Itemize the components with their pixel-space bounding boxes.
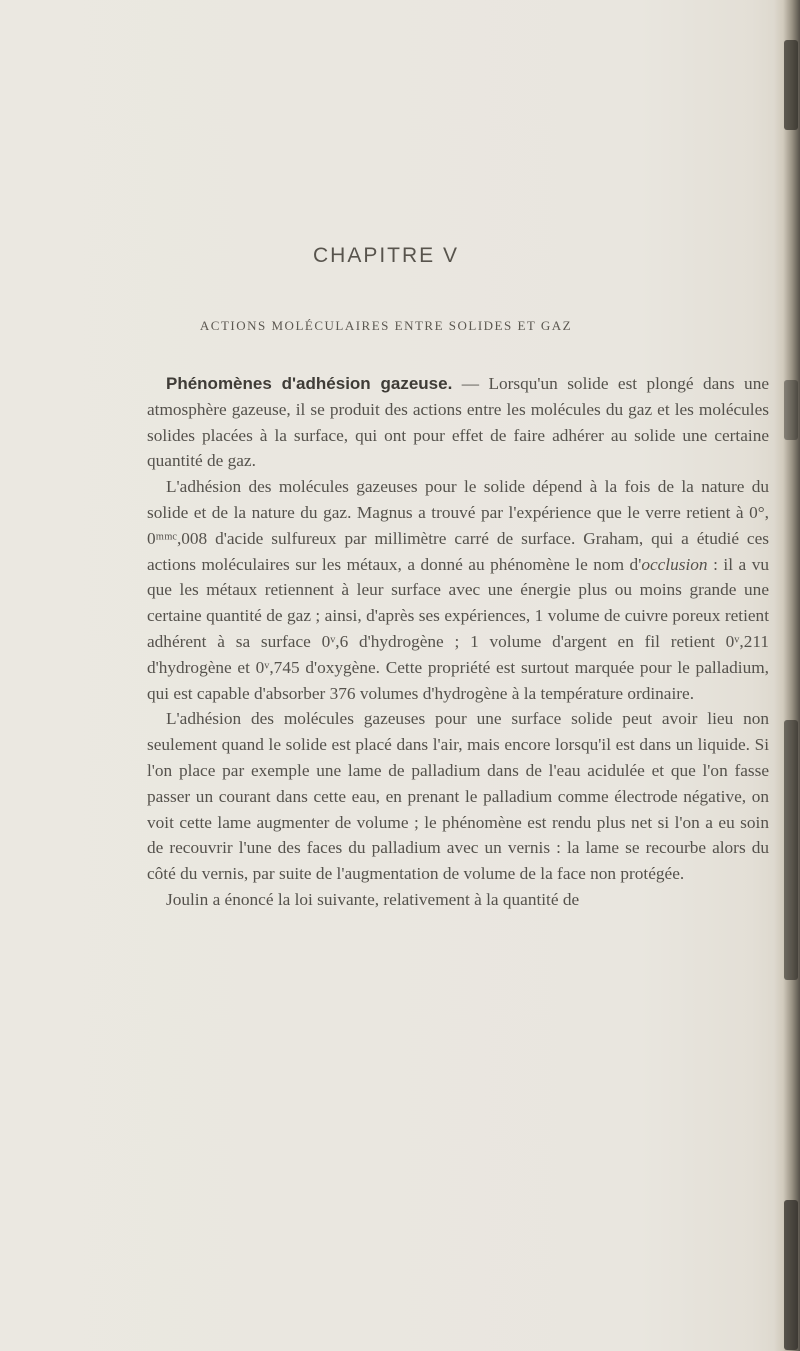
section-separator: — [452, 374, 489, 393]
paragraph [147, 371, 769, 474]
body-text [147, 371, 769, 913]
binding-stain [784, 40, 798, 130]
binding-stain [784, 380, 798, 440]
paragraph-text: L'adhésion des molécules gazeuses pour le solide dépend à la fois de la nature du solide et de la nature du gaz. Magnus a trouvé par l'expérience que le verre retient à 0°, 0ᵐᵐᶜ,008 d'acide sulfureux par millimètre carré de surface. Graham, qui a étudié ces actions moléculaires sur les métaux, a donné au phénomène le nom d' [147, 477, 769, 574]
paragraph [147, 474, 769, 706]
page-binding-shadow [774, 0, 800, 1351]
paragraph-text: : il a vu que les métaux retiennent à leur surface avec une énergie plus ou moins grande une certaine quantité de gaz ; ainsi, d'après ses expériences, 1 volume de cuivre poreux retient adhérent à sa surface 0ᵛ,6 d'hydrogène ; 1 volume d'argent en fil retient 0ᵛ,211 d'hydrogène et 0ᵛ,745 d'oxygène. Cette propriété est surtout marquée pour le palladium, qui est capable d'absorber 376 volumes d'hydrogène à la température ordinaire. [147, 554, 769, 703]
paragraph: L'adhésion des molécules gazeuses pour une surface solide peut avoir lieu non seulement quand le solide est placé dans l'air, mais encore lorsqu'il est dans un liquide. Si l'on place par exemple une lame de palladium dans de l'eau acidulée et que l'on fasse passer un courant dans cette eau, en prenant le palladium comme électrode négative, on voit cette lame augmenter de volume ; le phénomène est rendu plus net si l'on a eu soin de recouvrir l'une des faces du palladium avec un vernis : la lame se recourbe alors du côté du vernis, par suite de l'augmentation de volume de la face non protégée. [147, 709, 769, 884]
chapter-title: CHAPITRE V [312, 244, 460, 267]
section-intro: Lorsqu'un solide est plongé dans une atmosphère gazeuse, il se produit des actions entre les molécules du gaz et les molécules solides placées à la surface, qui ont pour effet de faire adhérer au solide une certaine quantité de gaz. [147, 374, 770, 471]
binding-stain [784, 1200, 798, 1350]
section-title: Phénomènes d'adhésion gazeuse. [166, 374, 453, 393]
binding-stain [784, 720, 798, 980]
italic-term: occlusion [641, 554, 708, 574]
chapter-subtitle: ACTIONS MOLÉCULAIRES ENTRE SOLIDES ET GAZ [199, 318, 573, 333]
paragraph: Joulin a énoncé la loi suivante, relativement à la quantité de [166, 889, 580, 909]
